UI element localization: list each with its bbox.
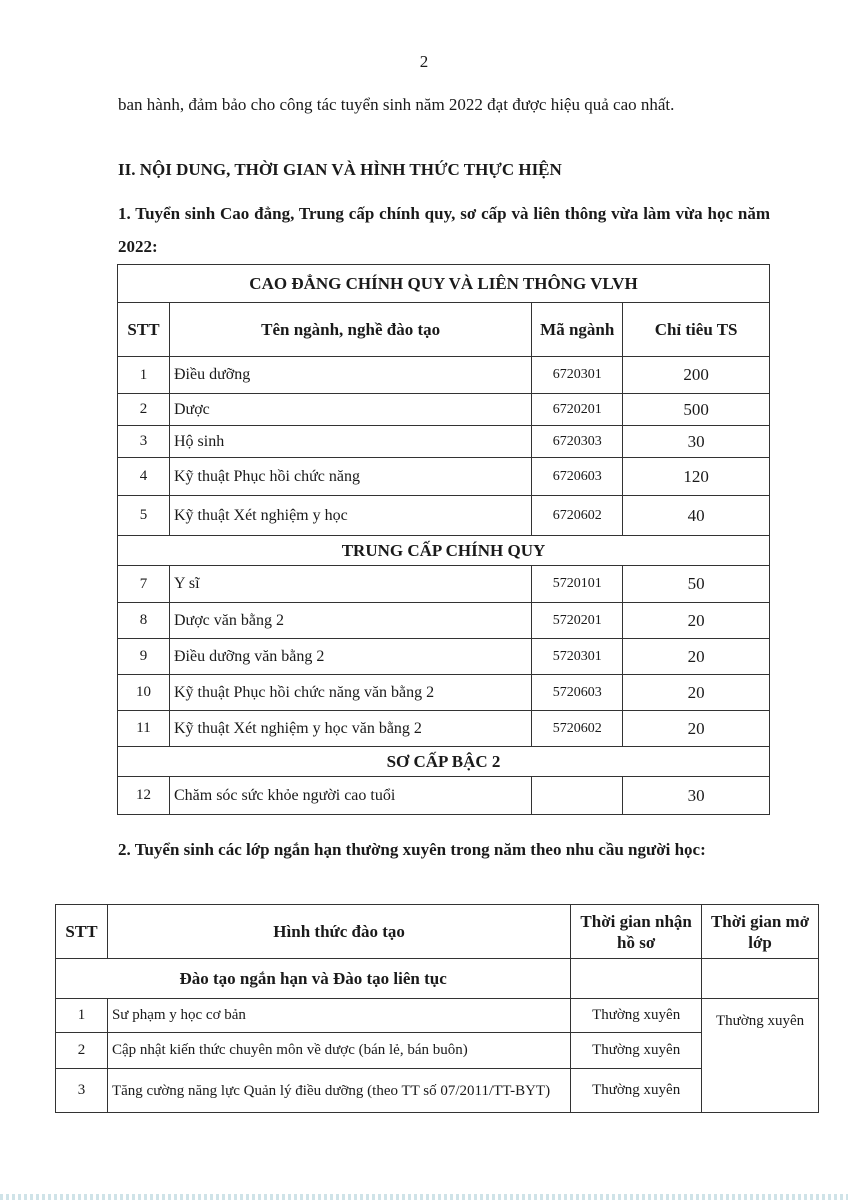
intro-paragraph: ban hành, đảm bảo cho công tác tuyển sinh năm 2022 đạt được hiệu quả cao nhất.: [118, 95, 675, 114]
header-receive: Thời gian nhận hồ sơ: [571, 905, 702, 959]
header-open: Thời gian mở lớp: [702, 905, 819, 959]
cell-stt: 7: [118, 566, 170, 603]
header-code: Mã ngành: [532, 303, 623, 357]
cell-form: Sư phạm y học cơ bản: [107, 999, 570, 1033]
subheading-2: 2. Tuyển sinh các lớp ngắn hạn thường xuyên trong năm theo nhu cầu người học:: [118, 840, 706, 859]
cell-name: Dược văn bằng 2: [169, 603, 531, 639]
cell-stt: 8: [118, 603, 170, 639]
table-row: [118, 711, 770, 747]
cell-name: Dược: [169, 394, 531, 426]
cell-stt: 2: [56, 1033, 108, 1069]
cell-quota: 30: [623, 777, 770, 815]
admission-quota-table: [117, 264, 770, 815]
cell-form: Tăng cường năng lực Quản lý điều dưỡng (theo TT số 07/2011/TT-BYT): [107, 1069, 570, 1113]
cell-name: Kỹ thuật Xét nghiệm y học văn bằng 2: [169, 711, 531, 747]
cell-stt: 1: [118, 357, 170, 394]
cell-code: 5720101: [532, 566, 623, 603]
cell-code: 5720301: [532, 639, 623, 675]
cell-name: Kỹ thuật Phục hồi chức năng: [169, 458, 531, 496]
cell-quota: 20: [623, 603, 770, 639]
empty-cell: [571, 959, 702, 999]
cell-name: Hộ sinh: [169, 426, 531, 458]
header-form: Hình thức đào tạo: [107, 905, 570, 959]
cell-code: [532, 777, 623, 815]
cell-stt: 9: [118, 639, 170, 675]
cell-code: 6720301: [532, 357, 623, 394]
header-stt: STT: [56, 905, 108, 959]
section-so-cap: SƠ CẤP BẬC 2: [118, 747, 770, 777]
cell-quota: 20: [623, 639, 770, 675]
cell-stt: 2: [118, 394, 170, 426]
cell-code: 5720603: [532, 675, 623, 711]
cell-quota: 40: [623, 496, 770, 536]
cell-stt: 5: [118, 496, 170, 536]
table-row: [118, 777, 770, 815]
cell-name: Kỹ thuật Phục hồi chức năng văn bằng 2: [169, 675, 531, 711]
cell-quota: 200: [623, 357, 770, 394]
section-cao-dang: CAO ĐẲNG CHÍNH QUY VÀ LIÊN THÔNG VLVH: [118, 265, 770, 303]
cell-stt: 3: [56, 1069, 108, 1113]
cell-code: 6720303: [532, 426, 623, 458]
cell-receive: Thường xuyên: [571, 1069, 702, 1113]
cell-code: 5720201: [532, 603, 623, 639]
page-number: 2: [419, 52, 429, 71]
cell-quota: 50: [623, 566, 770, 603]
cell-name: Y sĩ: [169, 566, 531, 603]
header-quota: Chỉ tiêu TS: [623, 303, 770, 357]
table-row: [118, 566, 770, 603]
subheading-1: 1. Tuyển sinh Cao đẳng, Trung cấp chính quy, sơ cấp và liên thông vừa làm vừa học năm 2022:: [118, 204, 770, 256]
cell-receive: Thường xuyên: [571, 1033, 702, 1069]
cell-receive: Thường xuyên: [571, 999, 702, 1033]
cell-code: 5720602: [532, 711, 623, 747]
cell-quota: 30: [623, 426, 770, 458]
cell-name: Chăm sóc sức khỏe người cao tuổi: [169, 777, 531, 815]
empty-cell: [702, 959, 819, 999]
table-row: [56, 999, 819, 1033]
cell-form: Cập nhật kiến thức chuyên môn về dược (bán lẻ, bán buôn): [107, 1033, 570, 1069]
table-row: [118, 426, 770, 458]
table-row: [118, 394, 770, 426]
table-row: [118, 603, 770, 639]
table-row: [118, 675, 770, 711]
short-course-table: [55, 904, 819, 1113]
cell-quota: 500: [623, 394, 770, 426]
cell-stt: 10: [118, 675, 170, 711]
cell-stt: 3: [118, 426, 170, 458]
table-row: [118, 496, 770, 536]
cell-open: Thường xuyên: [702, 999, 819, 1113]
section-trung-cap: TRUNG CẤP CHÍNH QUY: [118, 536, 770, 566]
group-label: Đào tạo ngắn hạn và Đào tạo liên tục: [56, 959, 571, 999]
cell-code: 6720603: [532, 458, 623, 496]
cell-stt: 11: [118, 711, 170, 747]
cell-quota: 120: [623, 458, 770, 496]
cell-code: 6720201: [532, 394, 623, 426]
cell-name: Kỹ thuật Xét nghiệm y học: [169, 496, 531, 536]
section-heading: II. NỘI DUNG, THỜI GIAN VÀ HÌNH THỨC THỰC HIỆN: [118, 160, 562, 179]
cell-stt: 1: [56, 999, 108, 1033]
cell-name: Điều dưỡng: [169, 357, 531, 394]
scan-edge: [0, 1194, 848, 1200]
table-row: [118, 458, 770, 496]
table-row: [118, 639, 770, 675]
cell-code: 6720602: [532, 496, 623, 536]
cell-stt: 4: [118, 458, 170, 496]
header-name: Tên ngành, nghề đào tạo: [169, 303, 531, 357]
cell-quota: 20: [623, 711, 770, 747]
table-row: [118, 357, 770, 394]
cell-name: Điều dưỡng văn bằng 2: [169, 639, 531, 675]
cell-quota: 20: [623, 675, 770, 711]
header-stt: STT: [118, 303, 170, 357]
cell-stt: 12: [118, 777, 170, 815]
